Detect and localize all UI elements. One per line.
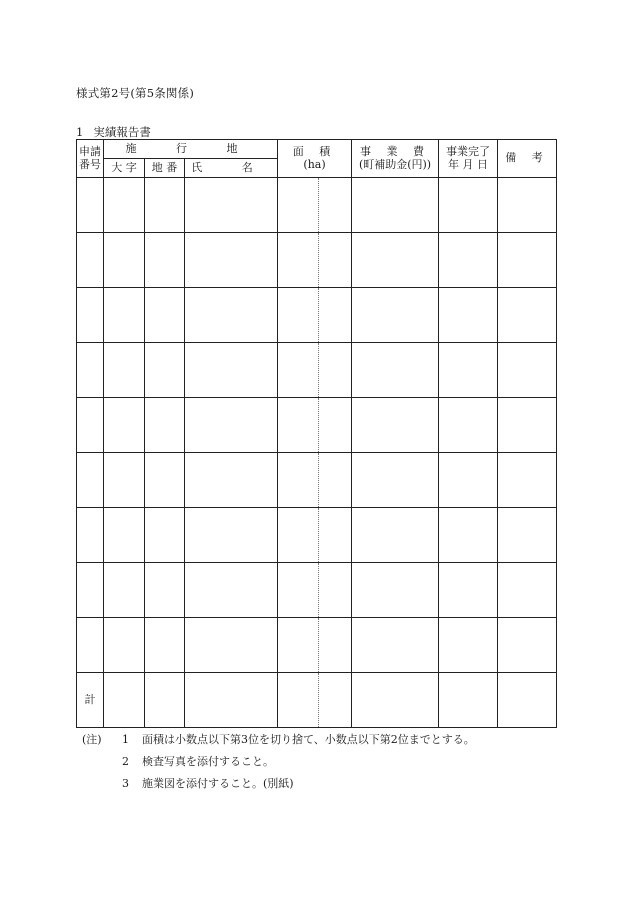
table-row <box>77 178 557 233</box>
cell-area[interactable] <box>278 563 352 618</box>
header-row-1 <box>77 140 557 159</box>
cell-oaza[interactable] <box>104 233 145 288</box>
cell-area[interactable] <box>278 398 352 453</box>
cell-completion[interactable] <box>439 343 498 398</box>
cell-remarks[interactable] <box>498 178 557 233</box>
decimal-divider <box>318 673 319 727</box>
cell-oaza[interactable] <box>104 563 145 618</box>
cell-chiban[interactable] <box>145 288 185 343</box>
cell-completion[interactable] <box>439 288 498 343</box>
note-3: 3 施業図を添付すること。(別紙) <box>122 777 294 790</box>
decimal-divider <box>318 563 319 617</box>
cell-completion[interactable] <box>439 618 498 673</box>
header-location: 施 行 地 <box>104 140 278 159</box>
section-number: 1 <box>76 125 84 139</box>
decimal-divider <box>318 508 319 562</box>
cell-area[interactable] <box>278 343 352 398</box>
decimal-divider <box>318 233 319 287</box>
cell-name[interactable] <box>185 618 278 673</box>
cell-app-no[interactable] <box>77 453 104 508</box>
cell-cost[interactable] <box>352 563 439 618</box>
cell-name[interactable] <box>185 288 278 343</box>
cell-chiban[interactable] <box>145 398 185 453</box>
header-remarks: 備 考 <box>498 140 557 178</box>
cell-app-no[interactable] <box>77 618 104 673</box>
cell-oaza[interactable] <box>104 453 145 508</box>
cell-oaza[interactable] <box>104 343 145 398</box>
cell-name[interactable] <box>185 233 278 288</box>
header-cost: 事 業 費 (町補助金(円)) <box>352 140 439 178</box>
cell-name[interactable] <box>185 453 278 508</box>
cell-remarks[interactable] <box>498 343 557 398</box>
decimal-divider <box>318 343 319 397</box>
cell-completion[interactable] <box>439 508 498 563</box>
table-row <box>77 398 557 453</box>
header-oaza: 大 字 <box>104 159 145 178</box>
cell-area[interactable] <box>278 508 352 563</box>
total-label: 計 <box>77 673 104 728</box>
cell-app-no[interactable] <box>77 178 104 233</box>
cell-cost[interactable] <box>352 343 439 398</box>
decimal-divider <box>318 453 319 507</box>
cell-chiban[interactable] <box>145 618 185 673</box>
cell-name[interactable] <box>185 398 278 453</box>
cell-cost[interactable] <box>352 288 439 343</box>
table-row <box>77 343 557 398</box>
cell-remarks[interactable] <box>498 233 557 288</box>
total-cell-completion[interactable] <box>439 673 498 728</box>
cell-cost[interactable] <box>352 233 439 288</box>
header-area: 面 積 (ha) <box>278 140 352 178</box>
cell-oaza[interactable] <box>104 508 145 563</box>
cell-area[interactable] <box>278 178 352 233</box>
cell-oaza[interactable] <box>104 398 145 453</box>
cell-name[interactable] <box>185 508 278 563</box>
total-cell-chiban[interactable] <box>145 673 185 728</box>
cell-oaza[interactable] <box>104 618 145 673</box>
decimal-divider <box>318 618 319 672</box>
cell-app-no[interactable] <box>77 398 104 453</box>
note-2: 2 検査写真を添付すること。 <box>122 755 274 768</box>
cell-app-no[interactable] <box>77 288 104 343</box>
total-cell-area[interactable] <box>278 673 352 728</box>
section-title-text: 実績報告書 <box>93 125 151 139</box>
decimal-divider <box>318 178 319 232</box>
cell-chiban[interactable] <box>145 233 185 288</box>
note-1: (注) 1 面積は小数点以下第3位を切り捨て、小数点以下第2位までとする。 <box>82 729 475 751</box>
cell-remarks[interactable] <box>498 398 557 453</box>
header-chiban: 地 番 <box>145 159 185 178</box>
cell-chiban[interactable] <box>145 453 185 508</box>
cell-completion[interactable] <box>439 563 498 618</box>
header-completion: 事業完了 年 月 日 <box>439 140 498 178</box>
table-row <box>77 508 557 563</box>
table-row <box>77 453 557 508</box>
cell-name[interactable] <box>185 563 278 618</box>
total-cell-name[interactable] <box>185 673 278 728</box>
cell-name[interactable] <box>185 343 278 398</box>
cell-name[interactable] <box>185 178 278 233</box>
total-row <box>77 673 557 728</box>
cell-remarks[interactable] <box>498 563 557 618</box>
total-cell-oaza[interactable] <box>104 673 145 728</box>
cell-completion[interactable] <box>439 233 498 288</box>
decimal-divider <box>318 288 319 342</box>
table-row <box>77 233 557 288</box>
cell-cost[interactable] <box>352 398 439 453</box>
cell-chiban[interactable] <box>145 178 185 233</box>
cell-oaza[interactable] <box>104 178 145 233</box>
cell-cost[interactable] <box>352 178 439 233</box>
table-row <box>77 288 557 343</box>
cell-area[interactable] <box>278 453 352 508</box>
cell-oaza[interactable] <box>104 288 145 343</box>
cell-cost[interactable] <box>352 453 439 508</box>
cell-chiban[interactable] <box>145 563 185 618</box>
cell-remarks[interactable] <box>498 288 557 343</box>
cell-remarks[interactable] <box>498 618 557 673</box>
cell-app-no[interactable] <box>77 343 104 398</box>
section-title <box>76 124 151 140</box>
cell-app-no[interactable] <box>77 233 104 288</box>
cell-area[interactable] <box>278 233 352 288</box>
report-table <box>76 139 557 728</box>
notes <box>82 729 475 795</box>
total-cell-remarks[interactable] <box>498 673 557 728</box>
cell-completion[interactable] <box>439 453 498 508</box>
form-number: 様式第2号(第5条関係) <box>76 86 195 100</box>
decimal-divider <box>318 398 319 452</box>
cell-app-no[interactable] <box>77 563 104 618</box>
cell-cost[interactable] <box>352 618 439 673</box>
header-app-no: 申請 番号 <box>77 140 104 178</box>
header-name: 氏 名 <box>185 159 278 178</box>
cell-app-no[interactable] <box>77 508 104 563</box>
cell-completion[interactable] <box>439 178 498 233</box>
cell-area[interactable] <box>278 618 352 673</box>
table-row <box>77 563 557 618</box>
cell-chiban[interactable] <box>145 343 185 398</box>
notes-label: (注) <box>82 733 102 746</box>
total-cell-cost[interactable] <box>352 673 439 728</box>
cell-completion[interactable] <box>439 398 498 453</box>
cell-cost[interactable] <box>352 508 439 563</box>
table-row <box>77 618 557 673</box>
cell-remarks[interactable] <box>498 508 557 563</box>
cell-area[interactable] <box>278 288 352 343</box>
cell-chiban[interactable] <box>145 508 185 563</box>
cell-remarks[interactable] <box>498 453 557 508</box>
